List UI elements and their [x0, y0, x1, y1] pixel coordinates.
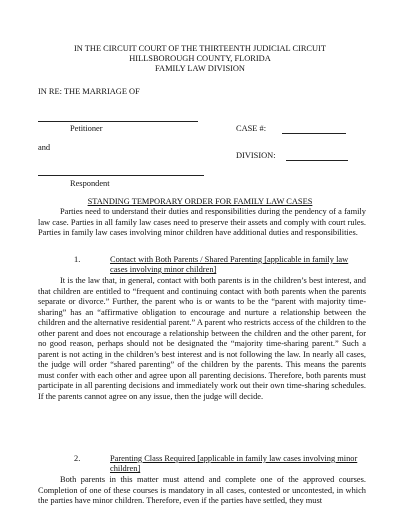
case-number-label: CASE #:: [236, 124, 267, 133]
section-2-body: Both parents in this matter must attend and complete one of the approved courses. Completion of one of these courses is mandatory in all cases, contested or uncontested, in which the parties have minor children. Therefore, even if the parties have settled, they must: [38, 475, 366, 505]
respondent-label: Respondent: [70, 179, 110, 188]
section-2-heading-line1: Parenting Class Required [applicable in family law cases involving minor: [110, 454, 358, 463]
division-blank[interactable]: [286, 160, 348, 161]
respondent-signature-line: [38, 175, 204, 176]
order-title: STANDING TEMPORARY ORDER FOR FAMILY LAW CASES: [87, 197, 313, 206]
county-line: HILLSBOROUGH COUNTY, FLORIDA: [129, 54, 271, 63]
section-1-body: It is the law that, in general, contact with both parents is in the children’s best interest, and that children are entitled to “frequent and continuing contact with both parents when the parents separate or divorce.” Further, the parent who is or wants to be the “parent with majority time-sharing” has an “affirmative obligation to encourage and nurture a relationship between the children and the alternative residential parent.” A parent who restricts access of the children to the other parent and does not encourage a relationship between the children and the other parent, for no good reason, perhaps should not be designated the “majority time-sharing parent.” Such a parent is not acting in the children’s best interest and is not following the law. In nearly all cases, the judge will order “shared parenting” of the children by the parents. This means the parents must confer with each other and agree upon all parenting decisions. Therefore, both parents must participate in all parenting decisions and immediately work out their own time-sharing schedules. If the parents cannot agree on any issue, then the judge will decide.: [38, 276, 366, 401]
section-2-heading-line2: children]: [110, 464, 141, 473]
division-line: FAMILY LAW DIVISION: [155, 64, 245, 73]
section-1-heading-line2: cases involving minor children]: [110, 265, 217, 274]
division-label: DIVISION:: [236, 151, 276, 160]
court-name-line: IN THE CIRCUIT COURT OF THE THIRTEENTH JUDICIAL CIRCUIT: [74, 44, 326, 53]
section-1-number: 1.: [74, 255, 81, 264]
in-re-caption: IN RE: THE MARRIAGE OF: [38, 87, 140, 96]
petitioner-label: Petitioner: [70, 124, 103, 133]
section-1-heading-line1: Contact with Both Parents / Shared Parenting [applicable in family law: [110, 255, 349, 264]
section-2-number: 2.: [74, 454, 81, 463]
intro-paragraph: Parties need to understand their duties and responsibilities during the pendency of a family law case. Parties in all family law cases need to preserve their assets and comply with court rules. Parties in family law cases involving minor children have additional duties and responsibilities.: [38, 207, 366, 237]
and-label: and: [38, 143, 51, 152]
petitioner-signature-line: [38, 121, 198, 122]
case-number-blank[interactable]: [282, 133, 346, 134]
